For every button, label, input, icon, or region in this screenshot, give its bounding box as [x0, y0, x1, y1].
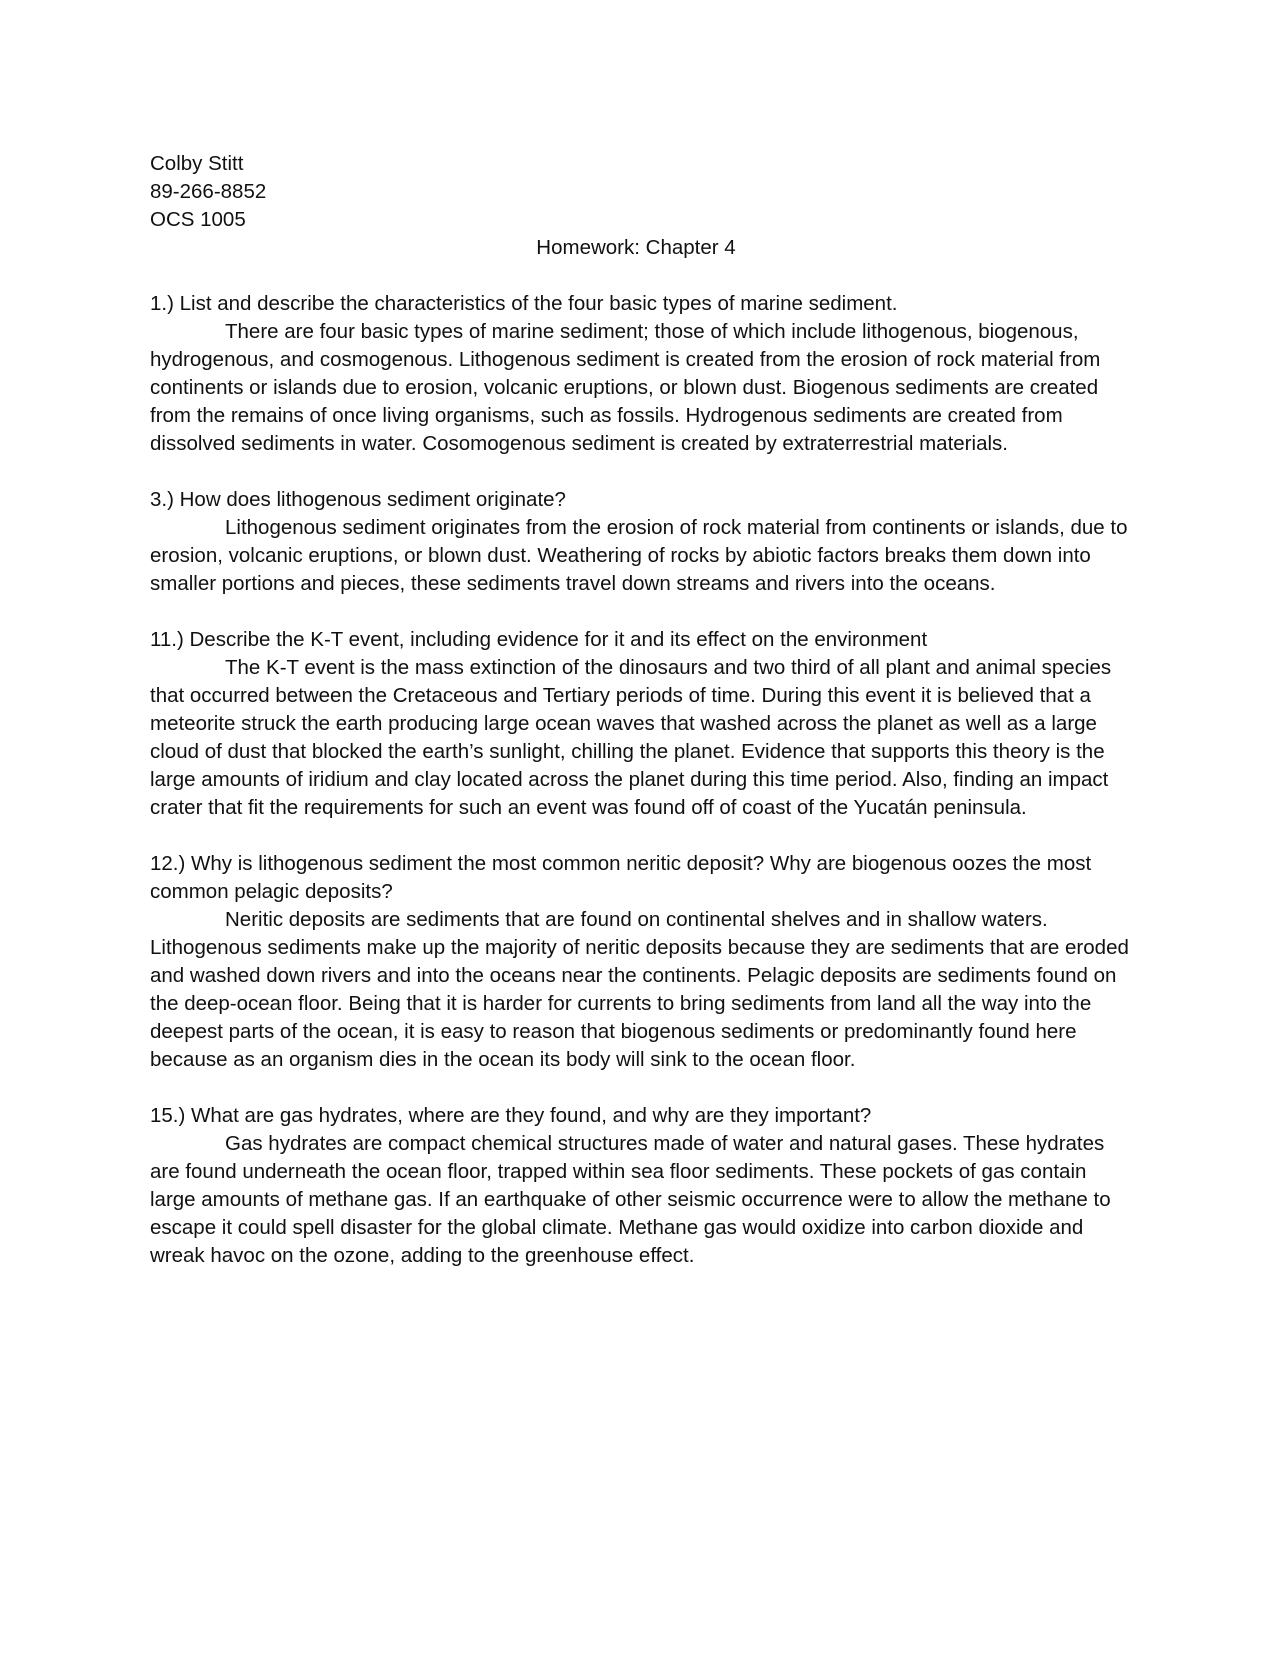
- document-page: [150, 150, 1130, 1270]
- question-15: 15.) What are gas hydrates, where are they found, and why are they important?: [150, 1104, 872, 1127]
- qa-block-1: [150, 290, 1130, 458]
- spacer: [150, 1074, 1130, 1102]
- answer-11: The K-T event is the mass extinction of the dinosaurs and two third of all plant and animal species that occurred between the Cretaceous and Tertiary periods of time. During this event it is believed that a meteorite struck the earth producing large ocean waves that washed across the planet as well as a large cloud of dust that blocked the earth’s sunlight, chilling the planet. Evidence that supports this theory is the large amounts of iridium and clay located across the planet during this time period. Also, finding an impact crater that fit the requirements for such an event was found off of coast of the Yucatán peninsula.: [150, 656, 1112, 819]
- qa-block-15: [150, 1102, 1130, 1270]
- answer-15: Gas hydrates are compact chemical structures made of water and natural gases. These hydrates are found underneath the ocean floor, trapped within sea floor sediments. These pockets of gas contain large amounts of methane gas. If an earthquake of other seismic occurrence were to allow the methane to escape it could spell disaster for the global climate. Methane gas would oxidize into carbon dioxide and wreak havoc on the ozone, adding to the greenhouse effect.: [150, 1132, 1111, 1267]
- question-3: 3.) How does lithogenous sediment originate?: [150, 488, 566, 511]
- spacer: [150, 262, 1130, 290]
- answer-3: Lithogenous sediment originates from the erosion of rock material from continents or islands, due to erosion, volcanic eruptions, or blown dust. Weathering of rocks by abiotic factors breaks them down into smaller portions and pieces, these sediments travel down streams and rivers into the oceans.: [150, 516, 1128, 595]
- spacer: [150, 822, 1130, 850]
- question-11: 11.) Describe the K-T event, including evidence for it and its effect on the environment: [150, 628, 928, 651]
- course-code: OCS 1005: [150, 208, 246, 231]
- qa-block-12: [150, 850, 1130, 1074]
- question-12: 12.) Why is lithogenous sediment the most common neritic deposit? Why are biogenous oozes the most common pelagic deposits?: [150, 852, 1092, 903]
- qa-block-11: [150, 626, 1130, 822]
- spacer: [150, 598, 1130, 626]
- document-title: Homework: Chapter 4: [536, 236, 736, 259]
- qa-block-3: [150, 486, 1130, 598]
- student-name: Colby Stitt: [150, 152, 244, 175]
- question-1: 1.) List and describe the characteristics of the four basic types of marine sediment.: [150, 292, 898, 315]
- spacer: [150, 458, 1130, 486]
- student-id: 89-266-8852: [150, 180, 267, 203]
- answer-1: There are four basic types of marine sediment; those of which include lithogenous, biogenous, hydrogenous, and cosmogenous. Lithogenous sediment is created from the erosion of rock material from continents or islands due to erosion, volcanic eruptions, or blown dust. Biogenous sediments are created from the remains of once living organisms, such as fossils. Hydrogenous sediments are created from dissolved sediments in water. Cosomogenous sediment is created by extraterrestrial materials.: [150, 320, 1101, 455]
- answer-12: Neritic deposits are sediments that are found on continental shelves and in shallow waters. Lithogenous sediments make up the majority of neritic deposits because they are sediments that are eroded and washed down rivers and into the oceans near the continents. Pelagic deposits are sediments found on the deep-ocean floor. Being that it is harder for currents to bring sediments from land all the way into the deepest parts of the ocean, it is easy to reason that biogenous sediments or predominantly found here because as an organism dies in the ocean its body will sink to the ocean floor.: [150, 908, 1129, 1071]
